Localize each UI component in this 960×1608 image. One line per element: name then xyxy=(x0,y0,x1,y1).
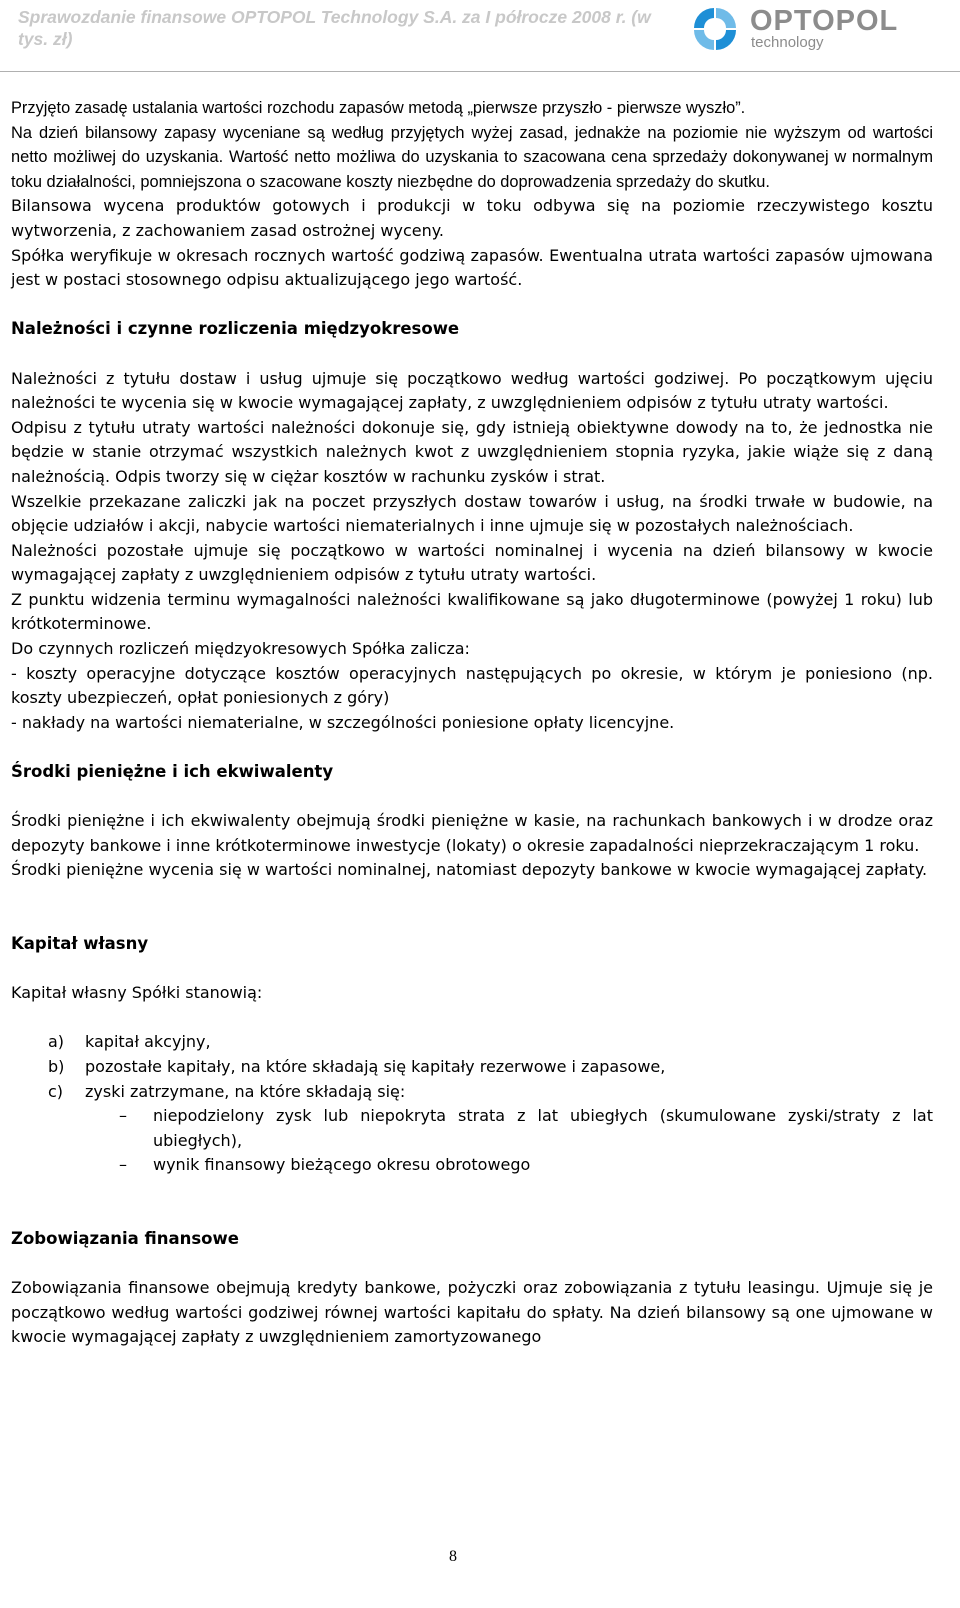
paragraph: Zobowiązania finansowe obejmują kredyty bankowe, pożyczki oraz zobowiązania z tytułu leasingu. Ujmuje się je początkowo według wartości godziwej równej wartości kapitału do spłaty. Na dzień bilansowy są one ujmowane w kwocie wymagającej zapłaty z uwzględnieniem zamortyzowanego xyxy=(11,1278,933,1347)
paragraph: Do czynnych rozliczeń międzyokresowych Spółka zalicza: xyxy=(11,639,470,659)
section-heading-cash: Środki pieniężne i ich ekwiwalenty xyxy=(11,762,334,782)
list-item xyxy=(11,1030,933,1055)
page-number: 8 xyxy=(449,1548,457,1565)
report-title: Sprawozdanie finansowe OPTOPOL Technology S.A. za I półrocze 2008 r. (w tys. zł) xyxy=(18,7,651,49)
paragraph: Przyjęto zasadę ustalania wartości rozchodu zapasów metodą „pierwsze przyszło - pierwsze wyszło”. xyxy=(11,99,746,117)
paragraph: - nakłady na wartości niematerialne, w szczególności poniesione opłaty licencyjne. xyxy=(11,712,675,732)
equity-sublist xyxy=(11,1104,933,1178)
list-item xyxy=(11,1055,933,1080)
list-item-text: pozostałe kapitały, na które składają się kapitały rezerwowe i zapasowe, xyxy=(85,1056,666,1076)
equity-list xyxy=(11,1030,933,1104)
optopol-logo xyxy=(690,4,930,54)
logo-wordmark: OPTOPOL xyxy=(750,5,899,37)
paragraph: Należności pozostałe ujmuje się początkowo w wartości nominalnej i wycenia na dzień bilansowy w kwocie wymagającej zapłaty z uwzględnieniem odpisów z tytułu utraty wartości. xyxy=(11,540,933,585)
paragraph: Środki pieniężne wycenia się w wartości nominalnej, natomiast depozyty bankowe w kwocie wymagającej zapłaty. xyxy=(11,860,928,880)
paragraph: Spółka weryfikuje w okresach rocznych wartość godziwą zapasów. Ewentualna utrata wartości zapasów ujmowana jest w postaci stosownego odpisu aktualizującego jego wartość. xyxy=(11,245,933,290)
paragraph: Bilansowa wycena produktów gotowych i produkcji w toku odbywa się na poziomie rzeczywistego kosztu wytworzenia, z zachowaniem zasad ostrożnej wyceny. xyxy=(11,196,933,240)
list-marker: c) xyxy=(48,1081,64,1101)
list-item xyxy=(11,1104,933,1153)
paragraph: Kapitał własny Spółki stanowią: xyxy=(11,983,263,1003)
list-item-text: zyski zatrzymane, na które składają się: xyxy=(85,1081,406,1101)
document-body xyxy=(11,96,933,1350)
section-heading-equity: Kapitał własny xyxy=(11,934,149,953)
list-item xyxy=(11,1080,933,1105)
paragraph: Na dzień bilansowy zapasy wyceniane są według przyjętych wyżej zasad, jednakże na poziomie nie wyższym od wartości netto możliwej do uzyskania. Wartość netto możliwa do uzyskania to szacowana cena sprzedaży dokonywanej w normalnym toku działalności, pomniejszona o szacowane koszty niezbędne do doprowadzenia sprzedaży do skutku. xyxy=(11,123,933,191)
optopol-logo-icon xyxy=(690,6,740,50)
list-item-text: niepodzielony zysk lub niepokryta strata z lat ubiegłych (skumulowane zyski/straty z lat ubiegłych), xyxy=(153,1106,933,1150)
list-item-text: kapitał akcyjny, xyxy=(85,1032,211,1052)
dash-marker: – xyxy=(119,1106,127,1126)
page-header xyxy=(0,0,960,76)
paragraph: Odpisu z tytułu utraty wartości należności dokonuje się, gdy istnieją obiektywne dowody na to, że jednostka nie będzie w stanie otrzymać wszystkich należnych kwot z uwzględnieniem stopnia ryzyka, jakie wiąże się z daną należnością. Odpis tworzy się w ciężar kosztów w rachunku zysków i strat. xyxy=(11,417,933,486)
list-item-text: wynik finansowy bieżącego okresu obrotowego xyxy=(153,1155,531,1175)
list-item xyxy=(11,1153,933,1178)
list-marker: a) xyxy=(48,1032,65,1052)
section-heading-liabilities: Zobowiązania finansowe xyxy=(11,1228,239,1248)
section-heading-receivables: Należności i czynne rozliczenia międzyokresowe xyxy=(11,319,460,339)
header-divider xyxy=(0,71,960,72)
paragraph: - koszty operacyjne dotyczące kosztów operacyjnych następujących po okresie, w którym je poniesiono (np. koszty ubezpieczeń, opłat poniesionych z góry) xyxy=(11,663,933,708)
logo-subtitle: technology xyxy=(751,34,824,51)
paragraph: Środki pieniężne i ich ekwiwalenty obejmują środki pieniężne w kasie, na rachunkach bankowych i w drodze oraz depozyty bankowe i inne krótkoterminowe inwestycje (lokaty) o okresie zapadalności nieprzekraczającym 1 roku. xyxy=(11,811,933,855)
paragraph: Z punktu widzenia terminu wymagalności należności kwalifikowane są jako długoterminowe (powyżej 1 roku) lub krótkoterminowe. xyxy=(11,589,933,634)
dash-marker: – xyxy=(119,1155,127,1175)
list-marker: b) xyxy=(48,1056,65,1076)
paragraph: Należności z tytułu dostaw i usług ujmuje się początkowo według wartości godziwej. Po początkowym ujęciu należności te wycenia się w kwocie wymagającej zapłaty, z uwzględnieniem odpisów z tytułu utraty wartości. xyxy=(11,368,933,413)
paragraph: Wszelkie przekazane zaliczki jak na poczet przyszłych dostaw towarów i usług, na środki trwałe w budowie, na objęcie udziałów i akcji, nabycie wartości niematerialnych i inne ujmuje się w pozostałych należnościach. xyxy=(11,491,933,536)
